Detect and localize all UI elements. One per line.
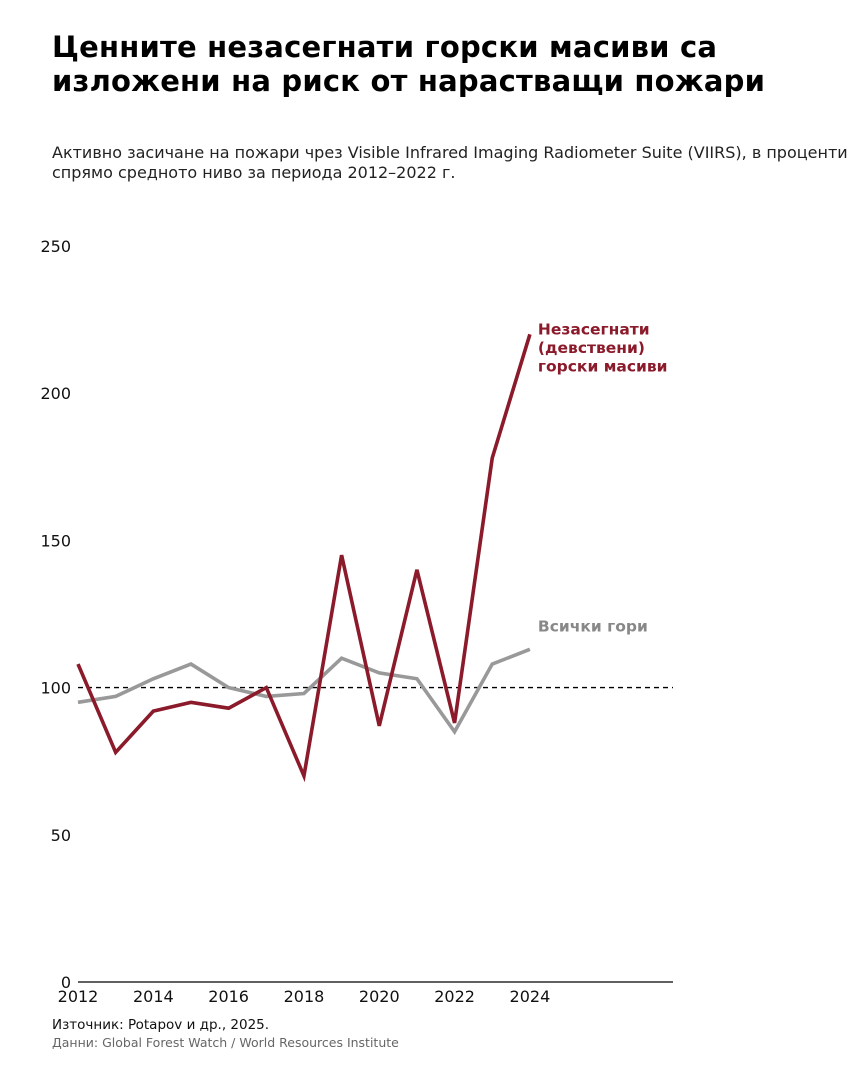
series-line-intact-forests (78, 334, 530, 776)
x-tick-label: 2014 (132, 987, 174, 1006)
x-tick-label: 2012 (57, 987, 99, 1006)
x-tick-label: 2022 (434, 987, 475, 1006)
data-credit: Данни: Global Forest Watch / World Resources Institute (52, 1035, 399, 1050)
x-tick-label: 2016 (208, 987, 249, 1006)
chart-title: Ценните незасегнати горски масиви са изложени на риск от нарастващи пожари (52, 30, 766, 98)
series-label-intact-forests: Незасегнати (девствени) горски масиви (537, 320, 668, 376)
x-tick-label: 2020 (358, 987, 400, 1006)
y-tick-label: 100 (40, 678, 71, 698)
y-tick-label: 50 (50, 825, 71, 845)
source-note: Източник: Potapov и др., 2025. (52, 1017, 270, 1033)
y-tick-label: 250 (40, 237, 71, 256)
x-tick-label: 2024 (509, 987, 551, 1006)
series-label-all-forests: Всички гори (537, 617, 648, 636)
y-tick-label: 200 (40, 384, 71, 404)
x-tick-label: 2018 (283, 987, 325, 1006)
chart-subtitle: Активно засичане на пожари чрез Visible Infrared Imaging Radiometer Suite (VIIRS), в проценти спрямо средното ниво за периода 2012–2022 г. (52, 143, 848, 182)
y-tick-label: 150 (40, 531, 71, 551)
y-tick-label: 0 (60, 973, 71, 992)
